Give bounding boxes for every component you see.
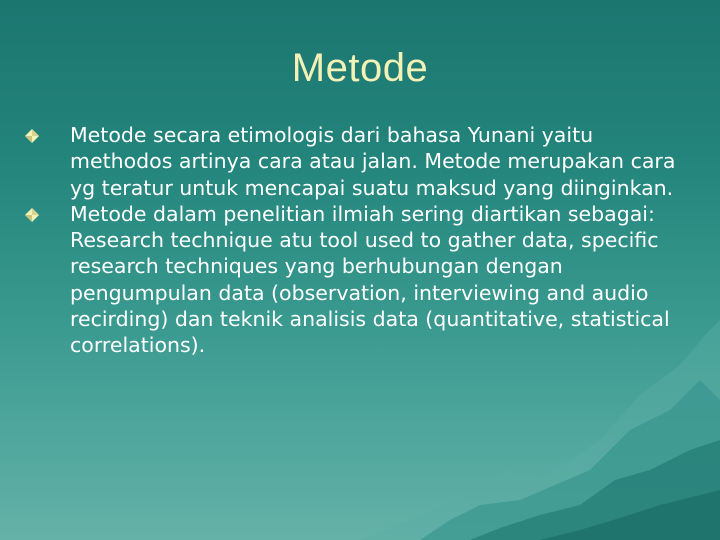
bullet-item [24, 201, 696, 359]
diamond-bullet-icon [24, 122, 70, 144]
slide-title: Metode [291, 46, 429, 90]
bullet-item [24, 122, 696, 201]
bullet-list [24, 122, 696, 359]
bullet-text: Metode secara etimologis dari bahasa Yunani yaitu methodos artinya cara atau jalan. Metode merupakan cara yg teratur untuk mencapai suatu maksud yang diinginkan. [70, 123, 676, 200]
bullet-text: Metode dalam penelitian ilmiah sering diartikan sebagai: Research technique atu tool used to gather data, specific research techniques yang berhubungan dengan pengumpulan data (observation, interviewing and audio recirding) dan teknik analisis data (quantitative, statistical correlations). [70, 201, 670, 358]
diamond-bullet-icon [24, 201, 70, 223]
